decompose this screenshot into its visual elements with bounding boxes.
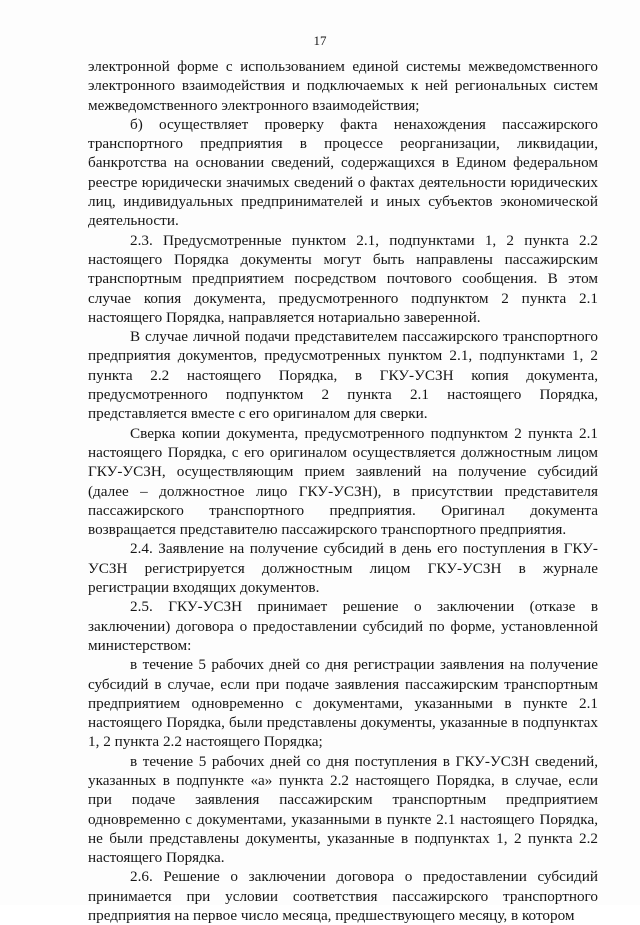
page-number: 17 bbox=[313, 33, 327, 48]
paragraph-copy-verification: Сверка копии документа, предусмотренного подпунктом 2 пункта 2.1 настоящего Порядка, с его оригиналом осуществляется должностным лицом ГКУ-УСЗН, осуществляющим прием заявлений на получение субсидий (далее – должностное лицо ГКУ-УСЗН), в присутствии представителя пассажирского транспортного предприятия. Оригинал документа возвращается представителю пассажирского транспортного предприятия. bbox=[88, 424, 598, 539]
paragraph-personal-submission: В случае личной подачи представителем пассажирского транспортного предприятия документов, предусмотренных пунктом 2.1, подпунктами 1, 2 пункта 2.2 настоящего Порядка, в ГКУ-УСЗН копия документа, предусмотренного подпунктом 2 пункта 2.1 настоящего Порядка, представляется вместе с его оригиналом для сверки. bbox=[88, 328, 598, 423]
paragraph-2-4: 2.4. Заявление на получение субсидий в день его поступления в ГКУ-УСЗН регистрируется должностным лицом ГКУ-УСЗН в журнале регистрации входящих документов. bbox=[88, 540, 598, 597]
paragraph-5-days-receipt: в течение 5 рабочих дней со дня поступления в ГКУ-УСЗН сведений, указанных в подпункте «а» пункта 2.2 настоящего Порядка, в случае, если при подаче заявления пассажирским транспортным предприятием одновременно с документами, указанными в пункте 2.1 настоящего Порядка, не были представлены документы, указанные в подпунктах 1, 2 пункта 2.2 настоящего Порядка. bbox=[88, 752, 598, 867]
paragraph-2-6: 2.6. Решение о заключении договора о предоставлении субсидий принимается при условии соответствия пассажирского транспортного предприятия на первое число месяца, предшествующего месяцу, в котором bbox=[88, 868, 598, 925]
paragraph-2-3: 2.3. Предусмотренные пунктом 2.1, подпунктами 1, 2 пункта 2.2 настоящего Порядка документы могут быть направлены пассажирским транспортным предприятием посредством почтового сообщения. В этом случае копия документа, предусмотренного подпунктом 2 пункта 2.1 настоящего Порядка, направляется нотариально заверенной. bbox=[88, 231, 598, 326]
document-body bbox=[88, 57, 598, 925]
paragraph-5-days-registration: в течение 5 рабочих дней со дня регистрации заявления на получение субсидий в случае, если при подаче заявления пассажирским транспортным предприятием одновременно с документами, указанными в пункте 2.1 настоящего Порядка, были представлены документы, указанные в подпунктах 1, 2 пункта 2.2 настоящего Порядка; bbox=[88, 656, 598, 751]
paragraph-b-verification: б) осуществляет проверку факта ненахождения пассажирского транспортного предприятия в процессе реорганизации, ликвидации, банкротства на основании сведений, содержащихся в Едином федеральном реестре юридически значимых сведений о фактах деятельности юридических лиц, индивидуальных предпринимателей и иных субъектов экономической деятельности. bbox=[88, 115, 598, 230]
paragraph-2-5: 2.5. ГКУ-УСЗН принимает решение о заключении (отказе в заключении) договора о предоставлении субсидий по форме, установленной министерством: bbox=[88, 598, 598, 654]
paragraph-electronic-interaction: электронной форме с использованием единой системы межведомственного электронного взаимодействия и подключаемых к ней региональных систем межведомственного электронного взаимодействия; bbox=[88, 58, 598, 114]
